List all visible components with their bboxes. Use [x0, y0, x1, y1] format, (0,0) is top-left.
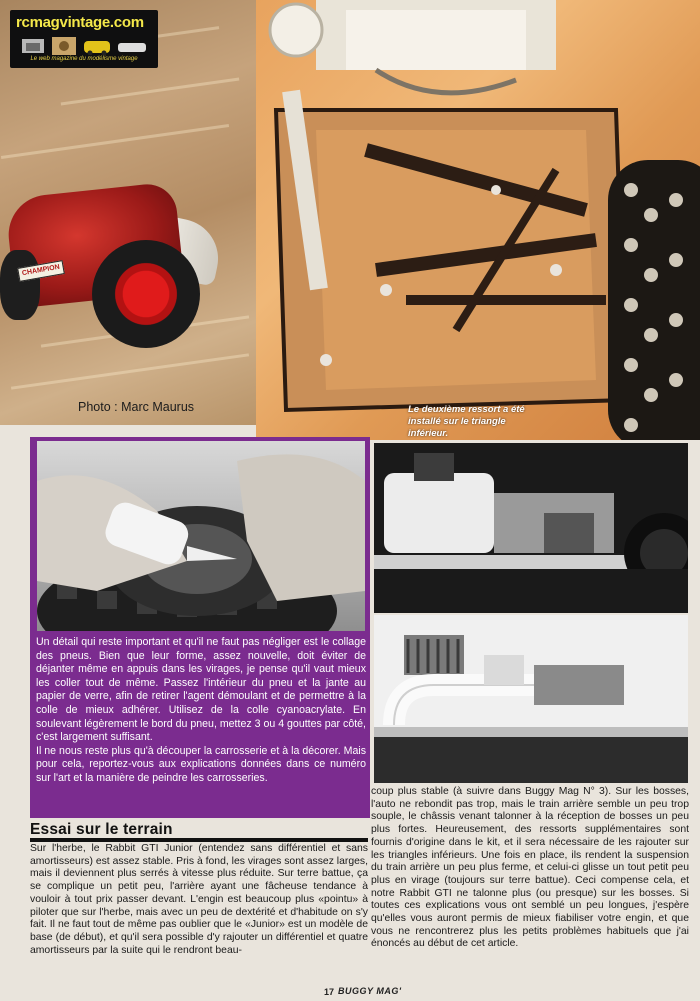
chassis-caption: Le deuxième ressort a été installé sur le triangle inférieur.	[408, 404, 525, 439]
heading-rule	[30, 838, 368, 842]
magazine-name: BUGGY MAG'	[338, 986, 402, 996]
chassis-photo	[256, 0, 700, 440]
chassis-illustration	[256, 0, 700, 440]
photo-credit: Photo : Marc Maurus	[78, 400, 195, 414]
page-number: 17	[324, 987, 335, 997]
article-column-right: coup plus stable (à suivre dans Buggy Mag N° 3). Sur les bosses, l'auto ne rebondit pas trop, mais le train arrière semble un peu trop souple, le châssis venant talonner à la réception de bosses un peu plus fortes. Heureusement, des ressorts supplémentaires sont fournis d'origine dans le kit, et il sera nécessaire de les rajouter sur les triangles inférieurs. Une fois en place, ils rendent la suspension du train arrière un peu plus ferme, et celui-ci glisse un tout petit peu plus en virage (toujours sur terre battue). Ceci compense cela, et notre Rabbit GTI ne talonne plus (ou presque) sur les bosses. Si toutes ces explications vous ont semblé un peu longues, j'espère qu'elles vous auront permis de mieux fiabiliser votre engin, et que vous ne rencontrerez plus les petits problèmes habituels que j'ai énoncés au début de cet article.	[371, 786, 689, 950]
tire-gluing-illustration	[37, 441, 365, 631]
engine-exhaust-photo	[374, 615, 688, 783]
section-heading: Essai sur le terrain	[30, 821, 173, 838]
site-badge-icons	[22, 37, 148, 55]
tip-panel-text	[36, 636, 366, 786]
car-wheel-rear	[92, 240, 200, 348]
article-column-left: Sur l'herbe, le Rabbit GTI Junior (entendez sans différentiel et sans amortisseurs) est assez stable. Pris à fond, les virages sont assez larges, mais il deviennent plus serrés à vitesse plus réduite. Sur terre battue, ça se complique un petit peu, l'arrière ayant une fâcheuse tendance à vouloir à tout prix passer devant. L'engin est beaucoup plus «pointu» à piloter que sur l'herbe, mais avec un peu de dextérité et d'habitude on s'y fait. Il ne faut tout de même pas oublier que le «Junior» est un modèle de base (de début), et qu'il sera possible d'y rajouter un différentiel et quatre amortisseurs par la suite qui le rendront beau-	[30, 843, 368, 956]
site-badge[interactable]	[10, 10, 158, 68]
engine-side-illustration	[374, 443, 688, 613]
tip-paragraph-2: Il ne nous reste plus qu'à découper la carrosserie et à la décorer. Mais pour cela, reportez-vous aux explications données dans ce numéro sur l'art et la manière de peindre les carrosseries.	[36, 744, 366, 784]
site-name[interactable]: rcmagvintage.com	[16, 14, 144, 31]
car-wheel-front	[0, 250, 40, 320]
tire-gluing-photo	[37, 441, 365, 631]
champion-logo: CHAMPION	[17, 260, 65, 282]
tip-paragraph-1: Un détail qui reste important et qu'il ne faut pas négliger est le collage des pneus. Bien que leur forme, assez nouvelle, doit éviter de déjanter même en appuis dans les virages, je pense qu'il vaut mieux les coller tout de même. Passez l'intérieur du pneu et la jante au papier de verre, afin de retirer l'agent démoulant et de permettre à la colle de mieux adhérer. Utilisez de la colle cyanoacrylate. En soulevant légèrement le bord du pneu, mettez 3 ou 4 gouttes par côté, c'est largement suffisant.	[36, 636, 366, 744]
site-tagline: Le web magazine du modélisme vintage	[30, 56, 138, 62]
engine-side-photo	[374, 443, 688, 613]
engine-exhaust-illustration	[374, 615, 688, 783]
page-footer	[0, 985, 700, 1001]
